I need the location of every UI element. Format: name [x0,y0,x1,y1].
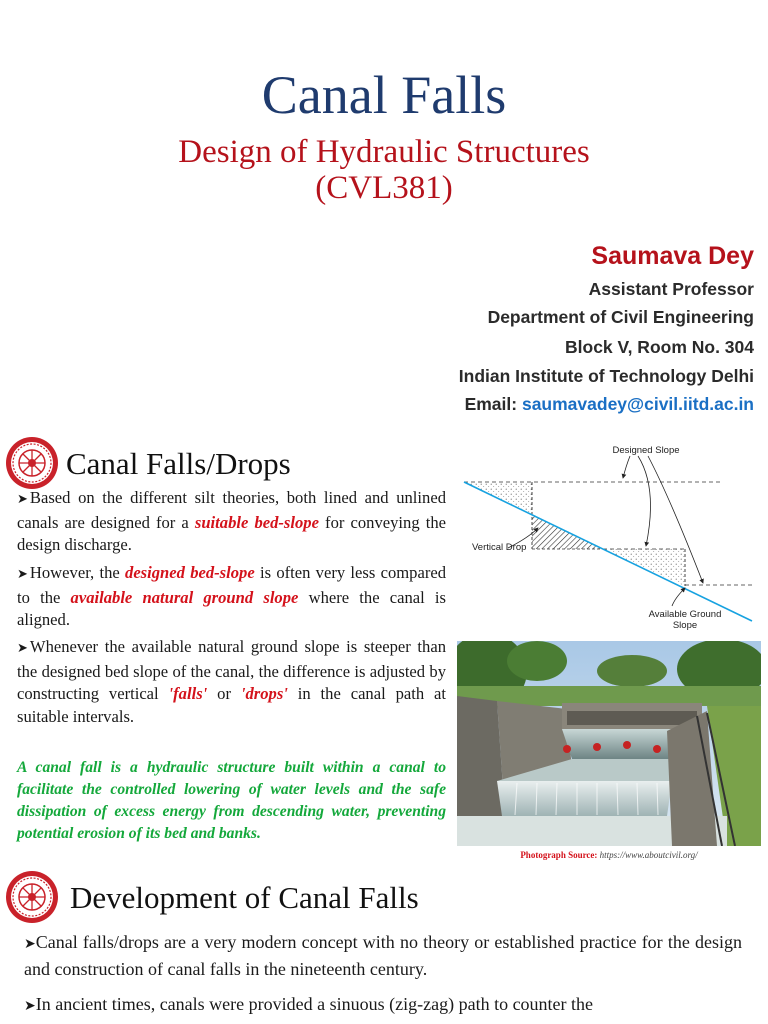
photo-source-label: Photograph Source: [520,850,598,860]
author-name: Saumava Dey [591,242,754,270]
bullet-modern-concept: ➤Canal falls/drops are a very modern concept with no theory or established practice for the design and construction of canal falls in the nineteenth century. [24,932,742,979]
iit-delhi-logo-icon [5,870,59,924]
section-title-development: Development of Canal Falls [70,880,419,915]
canal-fall-diagram [460,438,760,633]
author-email-link[interactable]: saumavadey@civil.iitd.ac.in [521,394,754,414]
author-department: Department of Civil Engineering [487,307,754,327]
author-room: Block V, Room No. 304 [565,337,754,357]
bullet-vertical-falls: ➤ Whenever the available natural ground slope is steeper than the designed bed slope of the canal, the difference is adjusted by constructing vertical 'falls' or 'drops' in the canal path at suitable intervals. [17,637,447,726]
page-title: Canal Falls [261,65,507,125]
author-email-label: Email: [464,394,522,414]
bullet-designed-bed-slope: ➤ However, the designed bed-slope is often very less compared to the available natural ground slope where the canal is aligned. [17,563,447,629]
author-email-line [465,394,754,414]
canal-fall-definition: A canal fall is a hydraulic structure built within a canal to facilitate the controlled lowering of water levels and the safe dissipation of excess energy from descending water, preventing potential erosion of its bed and banks. [17,759,446,842]
section-title-canal-falls-drops: Canal Falls/Drops [66,446,291,481]
arrow-bullet-icon: ➤ [17,492,28,507]
subtitle-course: Design of Hydraulic Structures [178,134,590,170]
iit-delhi-logo-icon [5,436,59,490]
subtitle-code: (CVL381) [315,170,453,206]
label-available-ground: Available Ground [648,609,722,620]
canal-fall-photo [457,641,761,846]
author-institute: Indian Institute of Technology Delhi [458,366,754,386]
page-subtitle [0,134,768,206]
label-slope: Slope [672,620,698,631]
photo-source-url[interactable]: https://www.aboutcivil.org/ [597,850,698,860]
author-position: Assistant Professor [588,279,754,299]
label-vertical-drop: Vertical Drop [472,542,527,553]
bullet-ancient-times: ➤In ancient times, canals were provided a sinuous (zig-zag) path to counter the [24,994,594,1014]
arrow-bullet-icon: ➤ [17,641,28,656]
arrow-bullet-icon: ➤ [24,936,36,952]
photo-caption [457,850,761,860]
bullet-silt-theories: ➤ Based on the different silt theories, both lined and unlined canals are designed for a suitable bed-slope for conveying the design discharge. [17,488,446,554]
label-designed-slope: Designed Slope [612,445,680,456]
arrow-bullet-icon: ➤ [17,567,28,582]
arrow-bullet-icon: ➤ [24,998,36,1014]
